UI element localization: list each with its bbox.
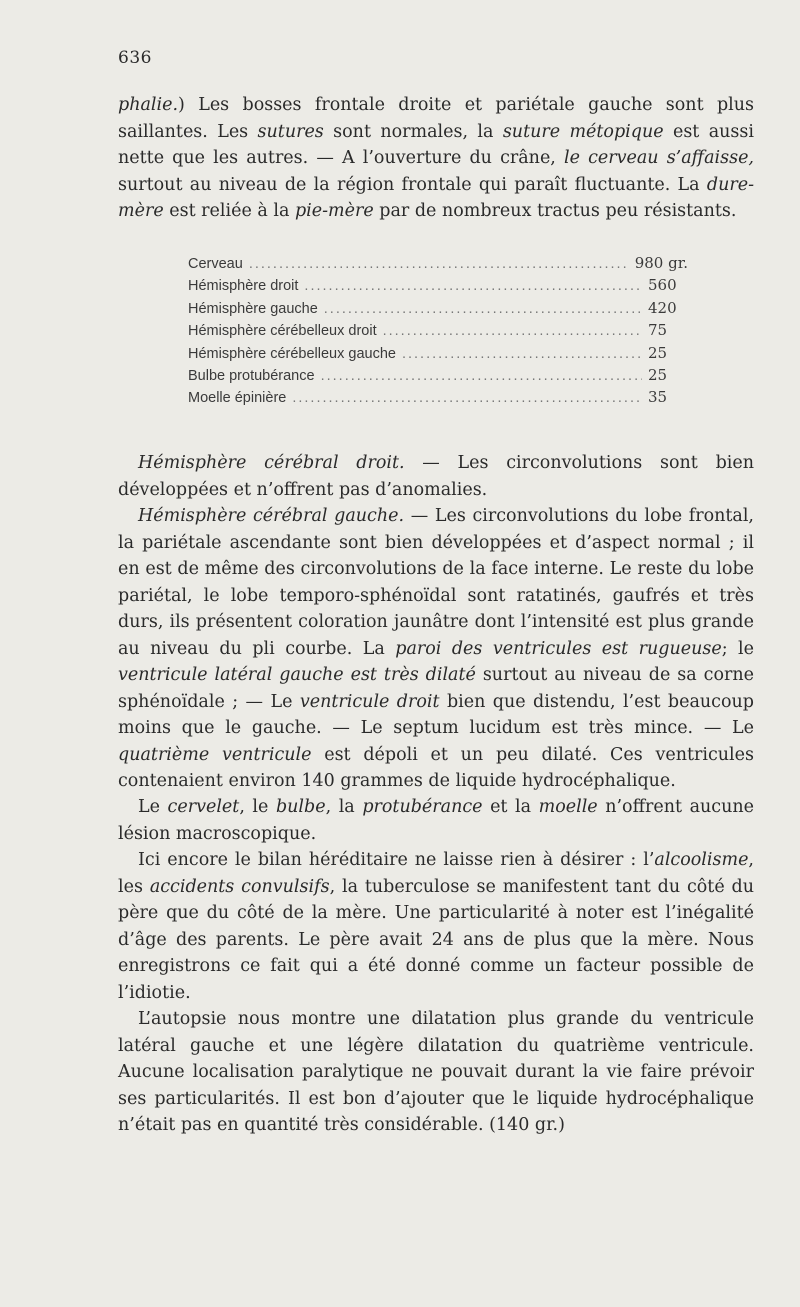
italic-text: paroi des ventricules est rugueuse bbox=[395, 638, 722, 659]
organ-name: Hémisphère gauche bbox=[188, 300, 318, 317]
table-row bbox=[188, 321, 688, 343]
organ-weight: 420 bbox=[648, 298, 677, 317]
organ-weight: 980 gr. bbox=[634, 254, 688, 272]
paragraph-right-hemisphere bbox=[118, 450, 754, 503]
text-run: ; le bbox=[721, 638, 754, 659]
organ-weight: 35 bbox=[648, 388, 668, 407]
dot-leader bbox=[304, 278, 642, 294]
dot-leader bbox=[249, 256, 629, 272]
italic-heading: Hémisphère cérébral gauche. bbox=[138, 506, 405, 526]
italic-text: phalie. bbox=[118, 95, 179, 115]
italic-heading: Hémisphère cérébral droit. bbox=[138, 453, 405, 473]
weights-table bbox=[188, 254, 688, 411]
text-run: surtout au niveau de la région frontale qui paraît fluctuante. La bbox=[118, 174, 707, 195]
italic-text: ventricule droit bbox=[299, 691, 440, 712]
italic-text: suture métopique bbox=[502, 121, 664, 142]
dot-leader bbox=[402, 346, 642, 362]
table-row bbox=[188, 388, 688, 410]
italic-text: pie-mère bbox=[294, 201, 374, 221]
text-run: — Les circonvolutions du lobe frontal, la pariétale ascendante sont bien développées et d’aspect normal ; il en est de même des circonvolutions de la face interne. Le reste du lobe pariétal, le lobe temporo-sphénoïdal sont ratatinés, gaufrés et très durs, ils présentent coloration jaunâtre dont l’intensité est plus grande au niveau du pli courbe. La bbox=[118, 506, 754, 659]
organ-name: Bulbe protubérance bbox=[188, 367, 315, 384]
italic-text: quatrième ventricule bbox=[118, 744, 312, 765]
text-run: bien que distendu, l’est beaucoup moins que le gauche. — Le septum lucidum est très mince. — Le bbox=[118, 691, 754, 738]
paragraph-autopsy-summary: L’autopsie nous montre une dilatation plus grande du ventricule latéral gauche et une légère dilatation du quatrième ventricule. Aucune localisation paralytique ne pouvait durant la vie faire prévoir ses particularités. Il est bon d’ajouter que le liquide hydrocéphalique n’était pas en quantité très considérable. (140 gr.) bbox=[118, 1009, 754, 1135]
organ-name: Hémisphère droit bbox=[188, 278, 299, 295]
italic-text: protubérance bbox=[362, 797, 483, 817]
text-run: sont normales, la bbox=[323, 121, 503, 142]
paragraph-skull-findings bbox=[118, 92, 754, 225]
text-run: surtout au niveau de sa corne sphénoïdale ; — Le bbox=[118, 665, 754, 712]
organ-weight: 75 bbox=[648, 321, 668, 340]
text-run: est dépoli et un peu dilaté. Ces ventricules contenaient environ 140 grammes de liquide hydrocéphalique. bbox=[118, 744, 754, 791]
text-run: Ici encore le bilan héréditaire ne laisse rien à désirer : l’ bbox=[138, 850, 655, 870]
text-run: , les bbox=[118, 850, 754, 897]
italic-text: le cerveau s’affaisse, bbox=[564, 148, 754, 168]
italic-text: dure-mère bbox=[118, 174, 754, 221]
dot-leader bbox=[324, 301, 642, 317]
table-row bbox=[188, 366, 688, 388]
italic-text: bulbe bbox=[275, 797, 326, 817]
text-run: , la tuberculose se manifestent tant du côté du père que du côté de la mère. Une particularité à noter est l’inégalité d’âge des parents. Le père avait 24 ans de plus que la mère. Nous enregistrons ce fait qui a été donné comme un facteur possible de l’idiotie. bbox=[118, 876, 755, 1003]
text-run: , le bbox=[239, 797, 276, 817]
dot-leader bbox=[383, 323, 642, 339]
table-row bbox=[188, 299, 688, 321]
paragraph-heredity bbox=[118, 847, 754, 1006]
italic-text: cervelet bbox=[167, 797, 240, 817]
text-run: Le bbox=[138, 797, 168, 817]
text-run: ) Les bosses frontale droite et pariétale gauche sont plus saillantes. Les bbox=[118, 95, 754, 142]
text-run: est reliée à la bbox=[163, 201, 295, 221]
table-row bbox=[188, 344, 688, 366]
text-run: est aussi nette que les autres. — A l’ouverture du crâne, bbox=[118, 121, 754, 168]
dot-leader bbox=[321, 368, 642, 384]
organ-weight: 25 bbox=[648, 343, 668, 362]
text-run: , la bbox=[325, 797, 363, 817]
text-run: par de nombreux tractus peu résistants. bbox=[373, 201, 737, 221]
organ-name: Cerveau bbox=[188, 256, 243, 272]
italic-text: ventricule latéral gauche est très dilaté bbox=[118, 665, 476, 685]
paragraph-cerebellum bbox=[118, 794, 754, 847]
italic-text: accidents convulsifs bbox=[149, 876, 330, 897]
table-row bbox=[188, 276, 688, 298]
organ-weight: 25 bbox=[648, 365, 668, 384]
table-row bbox=[188, 254, 688, 276]
text-run: et la bbox=[482, 797, 539, 817]
italic-text: alcoolisme bbox=[654, 850, 749, 870]
organ-weight: 560 bbox=[648, 276, 677, 295]
page-number: 636 bbox=[118, 48, 152, 68]
text-run: — Les circonvolutions sont bien développées et n’offrent pas d’anomalies. bbox=[118, 453, 754, 500]
dot-leader bbox=[292, 390, 642, 406]
organ-name: Hémisphère cérébelleux gauche bbox=[188, 345, 396, 362]
italic-text: moelle bbox=[538, 797, 598, 817]
organ-name: Moelle épinière bbox=[188, 390, 287, 407]
paragraph-left-hemisphere bbox=[118, 503, 754, 795]
text-run: n’offrent aucune lésion macroscopique. bbox=[118, 797, 755, 844]
italic-text: sutures bbox=[257, 121, 324, 142]
organ-name: Hémisphère cérébelleux droit bbox=[188, 323, 377, 340]
